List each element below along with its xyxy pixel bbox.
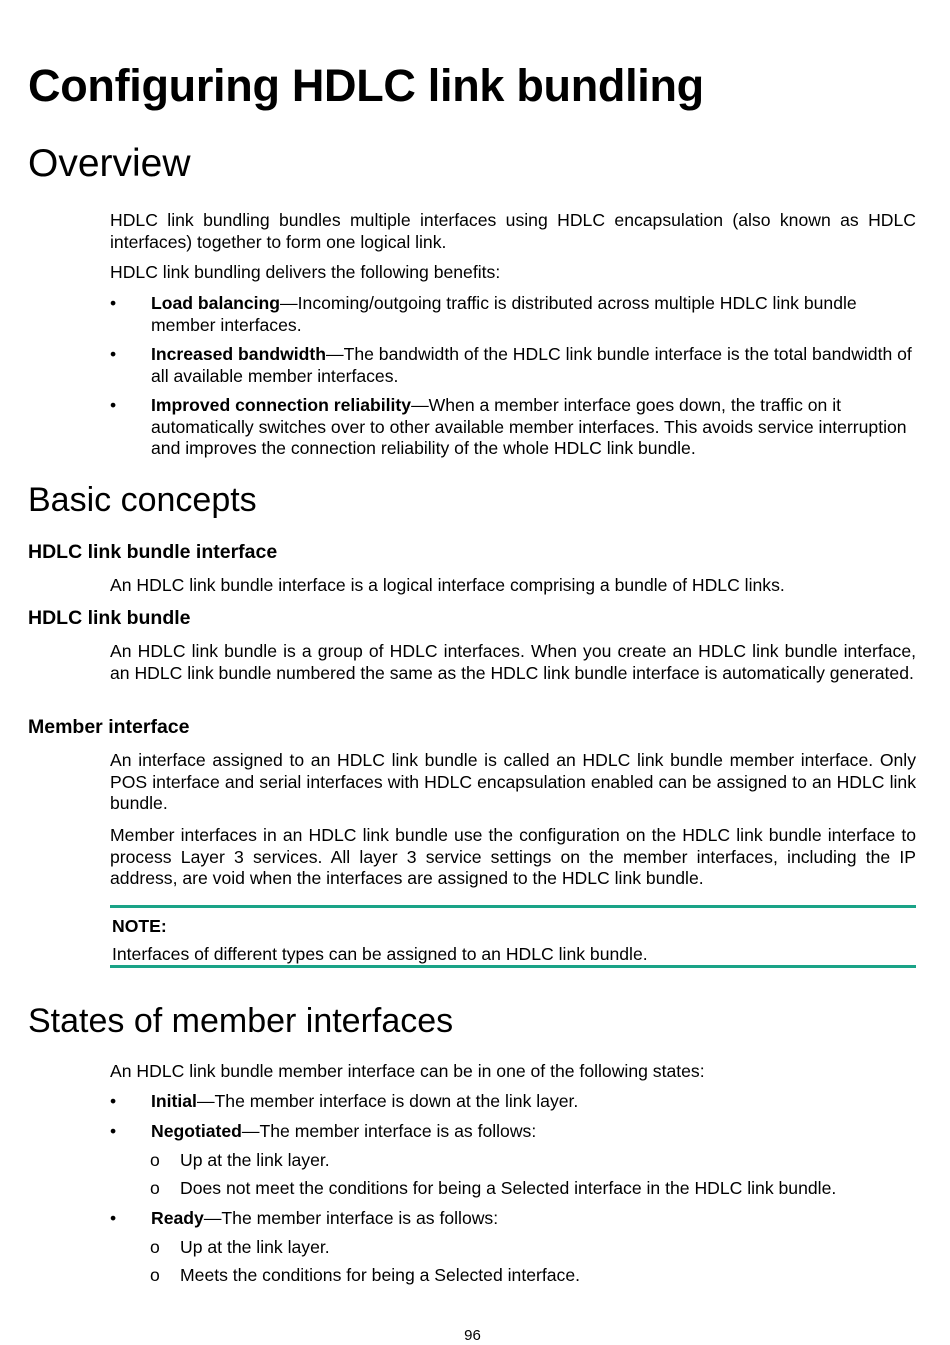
benefit-term: Load balancing <box>151 293 281 313</box>
subitem-text: Does not meet the conditions for being a Selected interface in the HDLC link bundle. <box>180 1178 837 1198</box>
bullet-icon: • <box>110 1091 117 1111</box>
bullet-icon: • <box>110 344 117 364</box>
state-text: —The member interface is as follows: <box>241 1121 537 1141</box>
benefit-item <box>110 293 916 336</box>
basic-concepts-heading: Basic concepts <box>28 481 257 519</box>
state-item <box>110 1091 916 1113</box>
state-item <box>110 1121 916 1143</box>
section-para: An HDLC link bundle interface is a logical interface comprising a bundle of HDLC links. <box>110 575 785 595</box>
page-number: 96 <box>464 1327 481 1344</box>
overview-para-2: HDLC link bundling delivers the following benefits: <box>110 262 501 282</box>
state-term: Initial <box>151 1091 197 1111</box>
note-bottom-rule <box>110 965 916 968</box>
note-top-rule <box>110 905 916 908</box>
section-para: Member interfaces in an HDLC link bundle use the configuration on the HDLC link bundle interface to process Layer 3 services. All layer 3 service settings on the member interfaces, including the IP address, are void when the interfaces are assigned to the HDLC link bundle. <box>110 825 916 888</box>
bullet-icon: • <box>110 395 117 415</box>
circle-bullet-icon: o <box>150 1150 160 1170</box>
subitem-text: Meets the conditions for being a Selected interface. <box>180 1265 581 1285</box>
circle-bullet-icon: o <box>150 1265 160 1285</box>
benefit-text: —Incoming/outgoing traffic is distributed across multiple HDLC link bundle member interfaces. <box>151 293 857 335</box>
bullet-icon: • <box>110 293 117 313</box>
benefit-text: —The bandwidth of the HDLC link bundle interface is the total bandwidth of all available member interfaces. <box>151 344 912 386</box>
benefit-item <box>110 395 916 460</box>
overview-para-1: HDLC link bundling bundles multiple interfaces using HDLC encapsulation (also known as HDLC interfaces) together to form one logical link. <box>110 210 916 252</box>
states-intro: An HDLC link bundle member interface can be in one of the following states: <box>110 1061 705 1081</box>
state-term: Ready <box>151 1208 204 1228</box>
state-subitem <box>150 1178 916 1200</box>
section-para: An interface assigned to an HDLC link bundle is called an HDLC link bundle member interface. Only POS interface and serial interfaces with HDLC encapsulation enabled can be assigned to an HDLC link bundle. <box>110 750 916 813</box>
states-heading: States of member interfaces <box>28 1002 454 1040</box>
state-term: Negotiated <box>151 1121 242 1141</box>
circle-bullet-icon: o <box>150 1178 160 1198</box>
overview-heading: Overview <box>28 142 191 185</box>
subitem-text: Up at the link layer. <box>180 1150 330 1170</box>
page-title: Configuring HDLC link bundling <box>28 60 704 111</box>
section-heading: Member interface <box>28 716 190 738</box>
state-text: —The member interface is as follows: <box>203 1208 499 1228</box>
state-subitem <box>150 1237 916 1259</box>
subitem-text: Up at the link layer. <box>180 1237 330 1257</box>
benefit-text: —When a member interface goes down, the traffic on it automatically switches over to other available member interfaces. This avoids service interruption and improves the connection reliability of the whole HDLC link bundle. <box>151 395 907 458</box>
circle-bullet-icon: o <box>150 1237 160 1257</box>
benefit-term: Improved connection reliability <box>151 395 412 415</box>
note-text: Interfaces of different types can be assigned to an HDLC link bundle. <box>112 944 648 964</box>
bullet-icon: • <box>110 1121 117 1141</box>
state-subitem <box>150 1150 916 1172</box>
section-para: An HDLC link bundle is a group of HDLC interfaces. When you create an HDLC link bundle interface, an HDLC link bundle numbered the same as the HDLC link bundle interface is automatically generated. <box>110 641 916 683</box>
benefit-term: Increased bandwidth <box>151 344 326 364</box>
note-label: NOTE: <box>112 916 167 936</box>
state-subitem <box>150 1265 916 1287</box>
section-heading: HDLC link bundle interface <box>28 541 278 563</box>
benefit-item <box>110 344 916 387</box>
state-item <box>110 1208 916 1230</box>
bullet-icon: • <box>110 1208 117 1228</box>
section-heading: HDLC link bundle <box>28 607 191 629</box>
state-text: —The member interface is down at the link layer. <box>196 1091 579 1111</box>
